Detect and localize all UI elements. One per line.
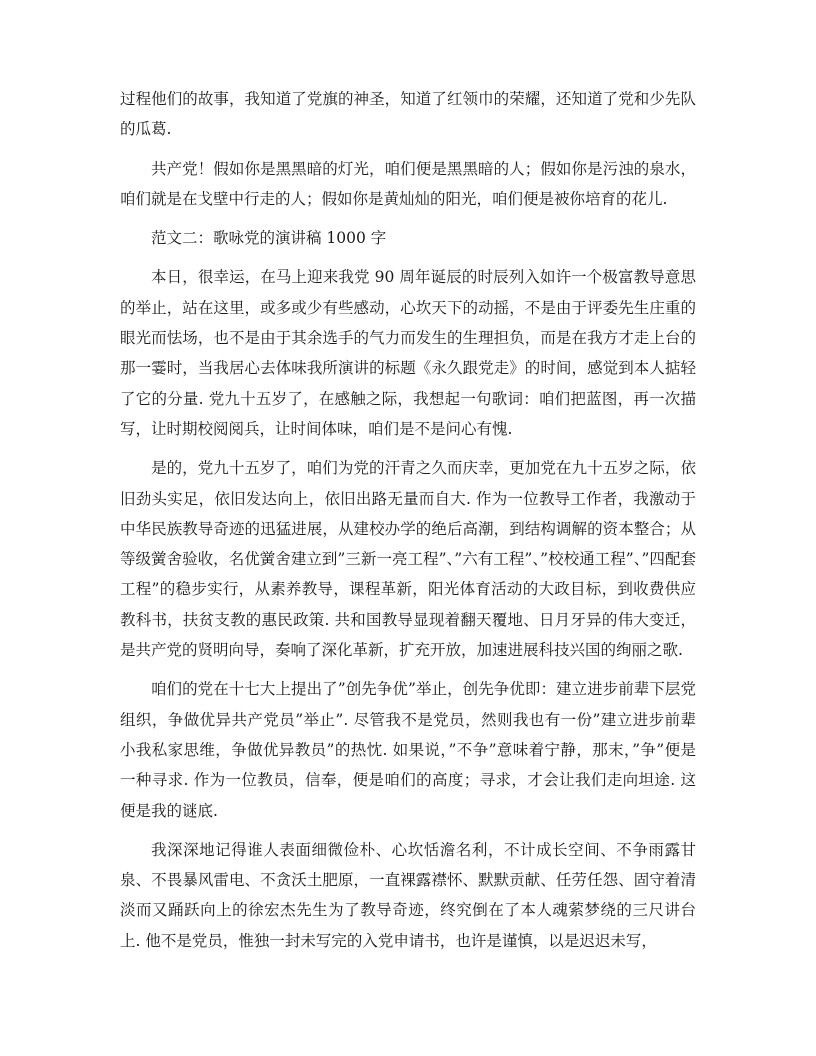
paragraph-teacher-memory: 我深深地记得谁人表面细微俭朴、心坎恬澹名利，不计成长空间、不争雨露甘泉、不畏暴风雷电、不贪沃土肥原，一直裸露襟怀、默默贡献、任劳任怨、固守着清淡而又踊跃向上的徐宏杰先生为了教导奇迹，终究倒在了本人魂萦梦绕的三尺讲台上. 他不是党员，惟独一封未写完的入党申请书，也许是谨慎，以是迟迟未写， bbox=[120, 840, 696, 950]
document-page bbox=[120, 84, 696, 956]
section-heading-example-two: 范文二：歌咏党的演讲稿 1000 字 bbox=[151, 229, 387, 248]
paragraph-continuation: 过程他们的故事，我知道了党旗的神圣，知道了红领巾的荣耀，还知道了党和少先队的瓜葛. bbox=[120, 90, 696, 139]
paragraph-strive-excellence: 咱们的党在十七大上提出了”创先争优”举止，创先争优即：建立进步前辈下层党组织，争做优异共产党员”举止”. 尽管我不是党员，然则我也有一份”建立进步前辈小我私家思维，争做优异教员”的热忱. 如果说，”不争”意味着宁静，那末，”争”便是一种寻求. 作为一位教员，信奉，便是咱们的高度；寻求，才会让我们走向坦途. 这便是我的谜底. bbox=[120, 680, 696, 820]
paragraph-speech-opening: 本日，很幸运，在马上迎来我党 90 周年诞辰的时辰列入如许一个极富教导意思的举止，站在这里，或多或少有些感动，心坎天下的动摇，不是由于评委先生庄重的眼光而怯场，也不是由于其余选手的气力而发生的生理担负，而是在我方才走上台的那一霎时，当我居心去体味我所演讲的标题《永久跟党走》的时间，感觉到本人掂轻了它的分量. 党九十五岁了，在感触之际，我想起一句歌词：咱们把蓝图，再一次描写，让时期校阅阅兵，让时间体味，咱们是不是问心有愧. bbox=[120, 268, 696, 438]
paragraph-education-progress: 是的，党九十五岁了，咱们为党的汗青之久而庆幸，更加党在九十五岁之际，依旧劲头实足，依旧发达向上，依旧出路无量而自大. 作为一位教导工作者，我激动于中华民族教导奇迹的迅猛进展，从建校办学的绝后高潮，到结构调解的资本整合；从等级黉舍验收，名优黉舍建立到”三新一亮工程”、”六有工程”、”校校通工程”、”四配套工程”的稳步实行，从素养教导，课程革新，阳光体育活动的大政目标，到收费供应教科书，扶贫支教的惠民政策. 共和国教导显现着翻天覆地、日月牙异的伟大变迁，是共产党的贤明向导，奏响了深化革新，扩充开放，加速进展科技兴国的绚丽之歌. bbox=[120, 459, 696, 660]
paragraph-party-metaphor: 共产党！假如你是黑黑暗的灯光，咱们便是黑黑暗的人；假如你是污浊的泉水，咱们就是在戈壁中行走的人；假如你是黄灿灿的阳光，咱们便是被你培育的花儿. bbox=[120, 159, 696, 208]
